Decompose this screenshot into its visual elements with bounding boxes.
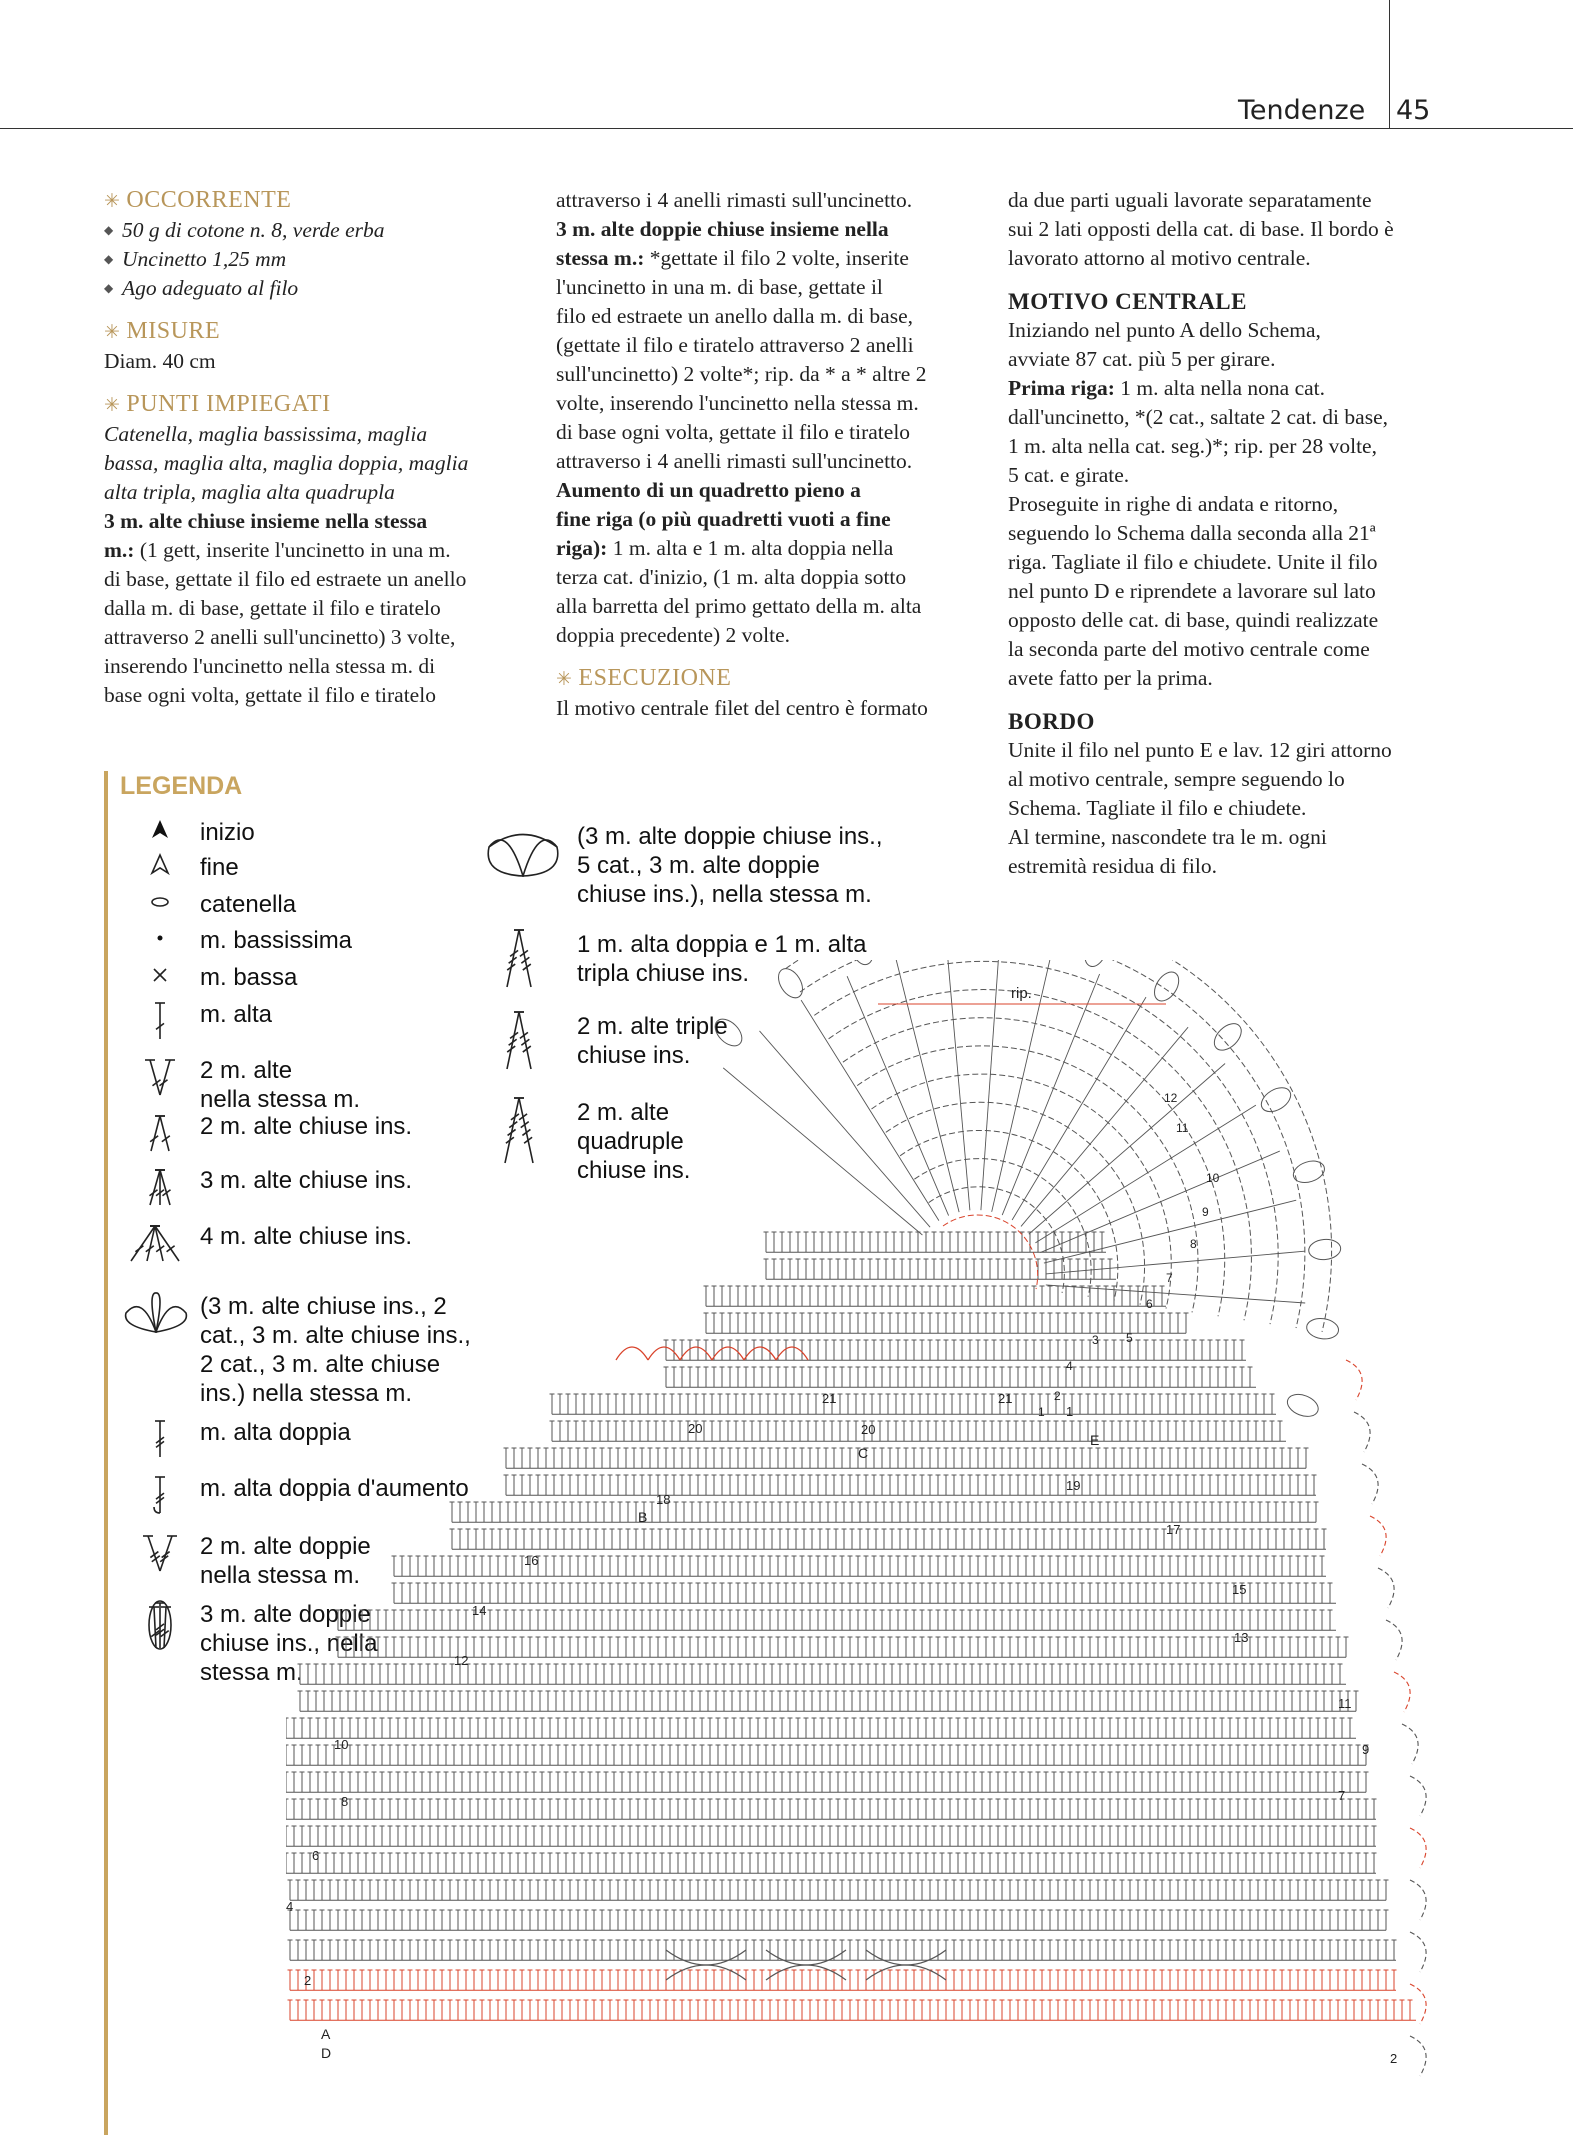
- legend-symbol: [140, 1054, 180, 1103]
- doppie-line: di base ogni volta, gettate il filo e tiratelo: [556, 420, 911, 444]
- three-tr-closed-same-icon: [140, 1598, 180, 1652]
- legend-label-line: chiuse ins.), nella stessa m.: [577, 881, 872, 908]
- tre-line: (1 gett, inserite l'uncinetto in una m.: [134, 538, 451, 562]
- legend-label-line: m. alta doppia d'aumento: [200, 1475, 469, 1502]
- chain-oval-icon: [140, 888, 180, 916]
- tre-line: dalla m. di base, gettate il filo e tiratelo: [104, 596, 441, 620]
- tre-line: base ogni volta, gettate il filo e tiratelo: [104, 683, 436, 707]
- legend-label-line: (3 m. alte doppie chiuse ins.,: [577, 823, 883, 850]
- prima-line: dall'uncinetto, *(2 cat., saltate 2 cat. di base,: [1008, 405, 1388, 429]
- cross-icon: [140, 961, 180, 989]
- esecuzione-title: ESECUZIONE: [578, 665, 732, 691]
- legend-symbol: [140, 851, 180, 884]
- punti-line: alta tripla, maglia alta quadrupla: [104, 480, 395, 504]
- doppie-line: *gettate il filo 2 volte, inserite: [644, 246, 909, 270]
- page-number: 45: [1396, 95, 1431, 126]
- punti-title: PUNTI IMPIEGATI: [126, 391, 331, 417]
- legend-label: [200, 853, 520, 882]
- punti-line: bassa, maglia alta, maglia doppia, maglia: [104, 451, 469, 475]
- legend-label-line: inizio: [200, 819, 255, 846]
- legend-label-line: 2 m. alte chiuse ins.: [200, 1113, 413, 1140]
- tre-title: 3 m. alte chiuse insieme nella stessa: [104, 509, 428, 533]
- legend-label-line: stessa m.: [200, 1659, 303, 1686]
- legend-symbol: [120, 1290, 192, 1341]
- motivo-title: MOTIVO CENTRALE: [1008, 289, 1247, 314]
- column-1: [104, 186, 520, 710]
- legend-label-line: 3 m. alte chiuse ins.: [200, 1167, 413, 1194]
- legend-label-line: 5 cat., 3 m. alte doppie: [577, 852, 820, 879]
- legend-label-line: m. bassa: [200, 964, 298, 991]
- aumento-line: alla barretta del primo gettato della m. alta: [556, 594, 922, 618]
- legend-label-line: ins.) nella stessa m.: [200, 1380, 413, 1407]
- tr-cluster-fan-icon: [478, 822, 568, 880]
- list-item: ◆ Uncinetto 1,25 mm: [104, 245, 520, 274]
- legend-label: [577, 822, 917, 909]
- start-arrow-icon: [140, 816, 180, 844]
- aumento-title-end: riga):: [556, 536, 608, 560]
- prima-line: riga. Tagliate il filo e chiudete. Unite il filo: [1008, 550, 1378, 574]
- legend-label-line: 2 m. alte: [200, 1057, 293, 1084]
- legend-label-line: fine: [200, 854, 239, 881]
- legend-label-line: chiuse ins.: [577, 1042, 691, 1069]
- doppie-line: l'uncinetto in una m. di base, gettate il: [556, 275, 883, 299]
- doppie-line: filo ed estraete un anello dalla m. di base,: [556, 304, 914, 328]
- legend-label-line: m. alta: [200, 1001, 273, 1028]
- legend-label-line: 2 m. alte doppie: [200, 1533, 371, 1560]
- list-item: ◆ Ago adeguato al filo: [104, 274, 520, 303]
- four-dc-closed-icon: [120, 1220, 190, 1264]
- bordo-title: BORDO: [1008, 709, 1095, 734]
- legend-label-line: m. bassissima: [200, 927, 353, 954]
- prima-line: nel punto D e riprendete a lavorare sul lato: [1008, 579, 1376, 603]
- motivo-line: avviate 87 cat. più 5 per girare.: [1008, 347, 1276, 371]
- prima-line: Proseguite in righe di andata e ritorno,: [1008, 492, 1339, 516]
- dot-icon: [140, 924, 180, 952]
- star-icon: ✳: [556, 669, 573, 690]
- legend-symbol: [140, 924, 180, 957]
- star-icon: ✳: [104, 395, 121, 416]
- column-3: [1008, 186, 1426, 881]
- legend-label-line: 4 m. alte chiuse ins.: [200, 1223, 413, 1250]
- end-arrow-icon: [140, 851, 180, 879]
- misure-text: Diam. 40 cm: [104, 349, 216, 373]
- legend-label-line: cat., 3 m. alte chiuse ins.,: [200, 1322, 471, 1349]
- legend-label-line: 3 m. alte doppie: [200, 1601, 371, 1628]
- legend-label-line: nella stessa m.: [200, 1562, 361, 1589]
- star-icon: ✳: [104, 322, 121, 343]
- aumento-line: doppia precedente) 2 volte.: [556, 623, 791, 647]
- three-dc-closed-icon: [140, 1164, 180, 1208]
- aumento-line: 1 m. alta e 1 m. alta doppia nella: [607, 536, 894, 560]
- treble-increase-icon: [140, 1472, 180, 1516]
- legend-label-line: nella stessa m.: [200, 1086, 361, 1113]
- legend-label: [200, 890, 520, 919]
- tre-line: di base, gettate il filo ed estraete un anello: [104, 567, 467, 591]
- legend-label-line: tripla chiuse ins.: [577, 960, 750, 987]
- doppie-title-end: stessa m.:: [556, 246, 645, 270]
- section-title: Tendenze: [1238, 95, 1366, 126]
- punti-line: Catenella, maglia bassissima, maglia: [104, 422, 428, 446]
- prima-line: 5 cat. e girate.: [1008, 463, 1130, 487]
- prima-line: seguendo lo Schema dalla seconda alla 21ª: [1008, 521, 1376, 545]
- aumento-title: fine riga (o più quadretti vuoti a fine: [556, 507, 891, 531]
- legend-label-line: chiuse ins., nella: [200, 1630, 378, 1657]
- col2-line: attraverso i 4 anelli rimasti sull'uncinetto.: [556, 188, 913, 212]
- doppie-title: 3 m. alte doppie chiuse insieme nella: [556, 217, 889, 241]
- legend-label-line: quadruple: [577, 1128, 684, 1155]
- two-dc-same-icon: [140, 1054, 180, 1098]
- intro-line: da due parti uguali lavorate separatamente: [1008, 188, 1372, 212]
- legend-symbol: [140, 961, 180, 994]
- legend-symbol: [140, 1110, 180, 1159]
- two-tr-same-icon: [140, 1530, 180, 1574]
- legend-symbol: [140, 1472, 180, 1521]
- legend-label-line: 2 m. alte: [577, 1099, 670, 1126]
- doppie-line: (gettate il filo e tiratelo attraverso 2 anelli: [556, 333, 914, 357]
- aumento-line: terza cat. d'inizio, (1 m. alta doppia sotto: [556, 565, 907, 589]
- legend-symbol: [140, 998, 180, 1047]
- legend-label: [200, 926, 520, 955]
- prima-line: 1 m. alta nella cat. seg.)*; rip. per 28 volte,: [1008, 434, 1377, 458]
- legend-symbol: [140, 1530, 180, 1579]
- tre-title-end: m.:: [104, 538, 135, 562]
- aumento-title: Aumento di un quadretto pieno a: [556, 478, 861, 502]
- list-item: ◆ 50 g di cotone n. 8, verde erba: [104, 216, 520, 245]
- bordo-line: al motivo centrale, sempre seguendo lo: [1008, 767, 1345, 791]
- legend-bar: [104, 771, 108, 2135]
- intro-line: sui 2 lati opposti della cat. di base. Il bordo è: [1008, 217, 1394, 241]
- bordo-line: Schema. Tagliate il filo e chiudete.: [1008, 796, 1307, 820]
- bordo-line: Al termine, nascondete tra le m. ogni: [1008, 825, 1327, 849]
- doppie-line: attraverso i 4 anelli rimasti sull'uncinetto.: [556, 449, 913, 473]
- legend-label-line: 2 cat., 3 m. alte chiuse: [200, 1351, 441, 1378]
- legend-symbol: [140, 888, 180, 921]
- legend-symbol: [140, 1164, 180, 1213]
- cluster-fan-icon: [120, 1290, 192, 1336]
- prima-line: avete fatto per la prima.: [1008, 666, 1213, 690]
- prima-line: opposto delle cat. di base, quindi realizzate: [1008, 608, 1379, 632]
- occorrente-title: OCCORRENTE: [126, 187, 292, 213]
- bordo-line: estremità residua di filo.: [1008, 854, 1217, 878]
- legend-label: [200, 818, 520, 847]
- legend-label-line: catenella: [200, 891, 297, 918]
- legend-label-line: chiuse ins.: [577, 1157, 691, 1184]
- prima-title: Prima riga:: [1008, 376, 1115, 400]
- legend-symbol: [120, 1220, 190, 1269]
- column-2: [556, 186, 976, 723]
- treble-icon: [140, 1416, 180, 1460]
- misure-title: MISURE: [126, 318, 221, 344]
- legend-symbol: [478, 822, 568, 885]
- doppie-line: sull'uncinetto) 2 volte*; rip. da * a * altre 2: [556, 362, 927, 386]
- double-crochet-icon: [140, 998, 180, 1042]
- tre-line: inserendo l'uncinetto nella stessa m. di: [104, 654, 436, 678]
- legend-title: LEGENDA: [120, 772, 243, 800]
- legend-label-line: 1 m. alta doppia e 1 m. alta: [577, 931, 867, 958]
- header-rule: [0, 128, 1573, 129]
- prima-line: 1 m. alta nella nona cat.: [1114, 376, 1326, 400]
- legend-label-line: (3 m. alte chiuse ins., 2: [200, 1293, 447, 1320]
- two-dc-closed-icon: [140, 1110, 180, 1154]
- legend-label-line: m. alta doppia: [200, 1419, 351, 1446]
- doppie-line: volte, inserendo l'uncinetto nella stessa m.: [556, 391, 919, 415]
- tre-line: attraverso 2 anelli sull'uncinetto) 3 volte,: [104, 625, 456, 649]
- star-icon: ✳: [104, 191, 121, 212]
- header-vertical-rule: [1389, 0, 1390, 128]
- bordo-line: Unite il filo nel punto E e lav. 12 giri attorno: [1008, 738, 1392, 762]
- legend-symbol: [140, 816, 180, 849]
- crochet-chart: [286, 960, 1466, 2110]
- legend-symbol: [140, 1598, 180, 1657]
- prima-line: la seconda parte del motivo centrale come: [1008, 637, 1370, 661]
- esecuzione-text: Il motivo centrale filet del centro è formato: [556, 696, 928, 720]
- motivo-line: Iniziando nel punto A dello Schema,: [1008, 318, 1321, 342]
- legend-label-line: 2 m. alte triple: [577, 1013, 728, 1040]
- legend-symbol: [140, 1416, 180, 1465]
- intro-line: lavorato attorno al motivo centrale.: [1008, 246, 1311, 270]
